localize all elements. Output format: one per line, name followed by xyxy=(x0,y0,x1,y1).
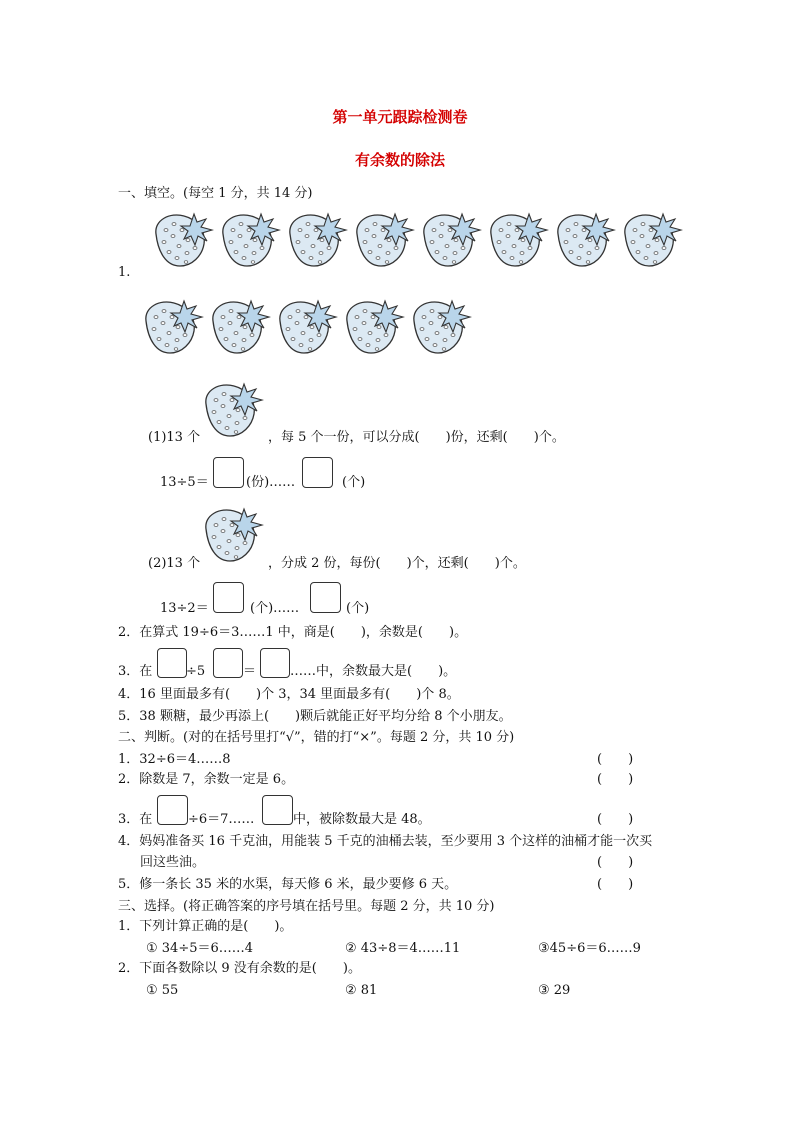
choice-option-2[interactable]: ② 81 xyxy=(345,983,378,998)
judge-question-4-line1: 4．妈妈准备买 16 千克油，用能装 5 千克的油桶去装，至少要用 3 个这样的油桶才能一次买 xyxy=(118,834,653,849)
answer-box[interactable] xyxy=(213,582,244,613)
section2-heading: 二、判断。(对的在括号里打“√”，错的打“×”。每题 2 分，共 10 分) xyxy=(118,730,515,745)
strawberry-icon xyxy=(552,208,618,270)
strawberry-icon xyxy=(418,208,484,270)
answer-box[interactable] xyxy=(310,582,341,613)
fill-question-5: 5．38 颗糖，最少再添上( )颗后就能正好平均分给 8 个小朋友。 xyxy=(118,709,512,724)
q1-1-label: (1)13 个 xyxy=(148,430,201,445)
strawberry-icon xyxy=(284,208,350,270)
answer-box[interactable] xyxy=(213,648,243,678)
q1-1-text: ，每 5 个一份，可以分成( )份，还剩( )个。 xyxy=(268,430,565,445)
strawberry-icon xyxy=(217,208,283,270)
strawberry-icon xyxy=(351,208,417,270)
strawberry-icon xyxy=(140,295,206,357)
choice-option-1[interactable]: ① 55 xyxy=(146,983,179,998)
fill-question-3-equals: ＝ xyxy=(243,664,257,679)
page-subtitle: 有余数的除法 xyxy=(354,151,445,169)
strawberry-icon xyxy=(274,295,340,357)
fill-question-3-start: 3．在 xyxy=(118,664,153,679)
q1-2-equation-mid: (个)…… xyxy=(250,601,300,616)
judge-question-3-end: 中，被除数最大是 48。 xyxy=(293,812,431,827)
answer-paren[interactable]: ( ) xyxy=(597,752,634,767)
strawberry-icon xyxy=(207,295,273,357)
q1-2-text: ，分成 2 份，每份( )个，还剩( )个。 xyxy=(268,556,526,571)
choice-question-2: 2．下面各数除以 9 没有余数的是( )。 xyxy=(118,961,361,976)
q1-1-equation-end: (个) xyxy=(342,475,366,490)
answer-box[interactable] xyxy=(302,457,333,488)
section3-heading: 三、选择。(将正确答案的序号填在括号里。每题 2 分，共 10 分) xyxy=(118,899,495,914)
answer-box[interactable] xyxy=(157,648,187,678)
answer-paren[interactable]: ( ) xyxy=(597,772,634,787)
section1-heading: 一、填空。(每空 1 分，共 14 分) xyxy=(118,186,313,201)
strawberry-icon xyxy=(408,295,474,357)
fill-question-4: 4．16 里面最多有( )个 3，34 里面最多有( )个 8。 xyxy=(118,687,460,702)
q1-2-equation-start: 13÷2＝ xyxy=(160,601,209,616)
choice-option-1[interactable]: ① 34÷5＝6……4 xyxy=(146,941,254,956)
page-title: 第一单元跟踪检测卷 xyxy=(332,108,468,126)
fill-question-3-end: ……中，余数最大是( )。 xyxy=(290,664,457,679)
judge-question-3-start: 3．在 xyxy=(118,812,153,827)
choice-option-3[interactable]: ③ 29 xyxy=(538,983,571,998)
q1-2-equation-end: (个) xyxy=(346,601,370,616)
answer-paren[interactable]: ( ) xyxy=(597,877,634,892)
strawberry-icon xyxy=(619,208,685,270)
judge-question-2: 2．除数是 7，余数一定是 6。 xyxy=(118,772,295,787)
choice-option-3[interactable]: ③45÷6＝6……9 xyxy=(538,941,641,956)
answer-box[interactable] xyxy=(213,457,244,488)
judge-question-4-line2: 回这些油。 xyxy=(140,855,206,870)
answer-box[interactable] xyxy=(157,795,188,825)
strawberry-icon xyxy=(200,503,266,565)
answer-box[interactable] xyxy=(260,648,290,678)
strawberry-icon xyxy=(485,208,551,270)
choice-question-1: 1．下列计算正确的是( )。 xyxy=(118,919,293,934)
fill-question-2: 2．在算式 19÷6＝3……1 中，商是( )，余数是( )。 xyxy=(118,625,468,640)
strawberry-icon xyxy=(150,208,216,270)
strawberry-icon xyxy=(200,378,266,440)
choice-option-2[interactable]: ② 43÷8＝4……11 xyxy=(345,941,461,956)
judge-question-3-mid: ÷6＝7…… xyxy=(188,812,255,827)
q1-1-equation-start: 13÷5＝ xyxy=(160,475,209,490)
answer-paren[interactable]: ( ) xyxy=(597,812,634,827)
answer-box[interactable] xyxy=(262,795,293,825)
q1-2-label: (2)13 个 xyxy=(148,556,201,571)
q1-1-equation-mid: (份)…… xyxy=(246,475,296,490)
judge-question-1: 1．32÷6＝4……8 xyxy=(118,752,231,767)
judge-question-5: 5．修一条长 35 米的水渠，每天修 6 米，最少要修 6 天。 xyxy=(118,877,458,892)
strawberry-icon xyxy=(341,295,407,357)
answer-paren[interactable]: ( ) xyxy=(597,855,634,870)
question-number: 1. xyxy=(118,265,131,280)
fill-question-3-divide: ÷5 xyxy=(186,664,206,679)
